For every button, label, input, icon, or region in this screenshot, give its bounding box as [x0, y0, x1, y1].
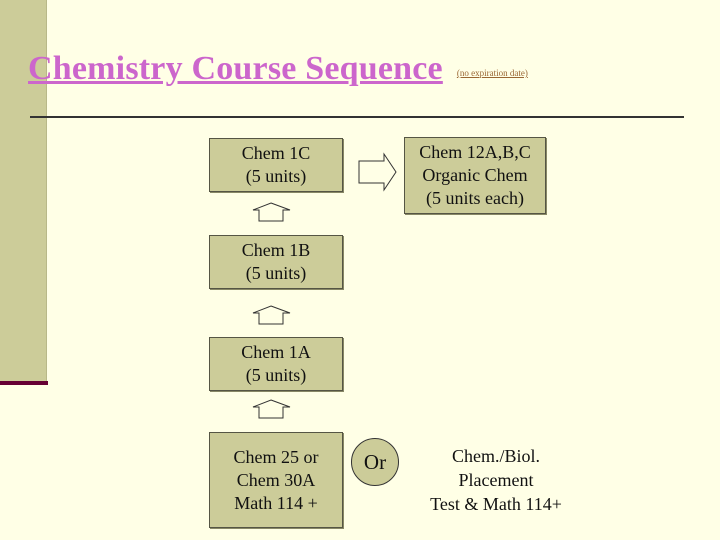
- placement-line: Test & Math 114+: [430, 494, 562, 514]
- box-chem-1b: [209, 235, 343, 289]
- or-circle: [351, 438, 399, 486]
- box-line: Math 114 +: [234, 492, 318, 513]
- box-line: Chem 1B: [241, 240, 311, 260]
- title-note: (no expiration date): [456, 68, 528, 78]
- title-area: [28, 50, 528, 88]
- up-arrow-icon: [252, 305, 292, 325]
- or-label: Or: [363, 449, 387, 474]
- placement-line: Placement: [458, 470, 534, 490]
- up-arrow-icon: [252, 399, 292, 419]
- box-line: (5 units each): [426, 188, 524, 208]
- box-chem-25-or-30a: [209, 432, 343, 528]
- box-line: (5 units): [245, 263, 307, 283]
- box-line: Chem 1A: [241, 342, 311, 362]
- box-chem-1a: [209, 337, 343, 391]
- box-line: (5 units): [245, 166, 307, 186]
- placement-line: Chem./Biol.: [451, 446, 540, 466]
- right-arrow-icon: [358, 153, 398, 193]
- side-accent-line: [0, 381, 48, 385]
- box-line: Chem 25 or: [233, 446, 319, 467]
- box-line: (5 units): [245, 365, 307, 385]
- placement-test-text: [414, 444, 578, 516]
- box-line: Chem 12A,B,C: [419, 142, 531, 162]
- box-chem-12abc: [404, 137, 546, 214]
- box-line: Organic Chem: [422, 165, 528, 185]
- box-line: Chem 1C: [241, 143, 311, 163]
- box-line: Chem 30A: [236, 469, 316, 490]
- up-arrow-icon: [252, 202, 292, 222]
- box-chem-1c: [209, 138, 343, 192]
- title-divider: [30, 116, 684, 118]
- slide-title: Chemistry Course Sequence: [28, 50, 443, 87]
